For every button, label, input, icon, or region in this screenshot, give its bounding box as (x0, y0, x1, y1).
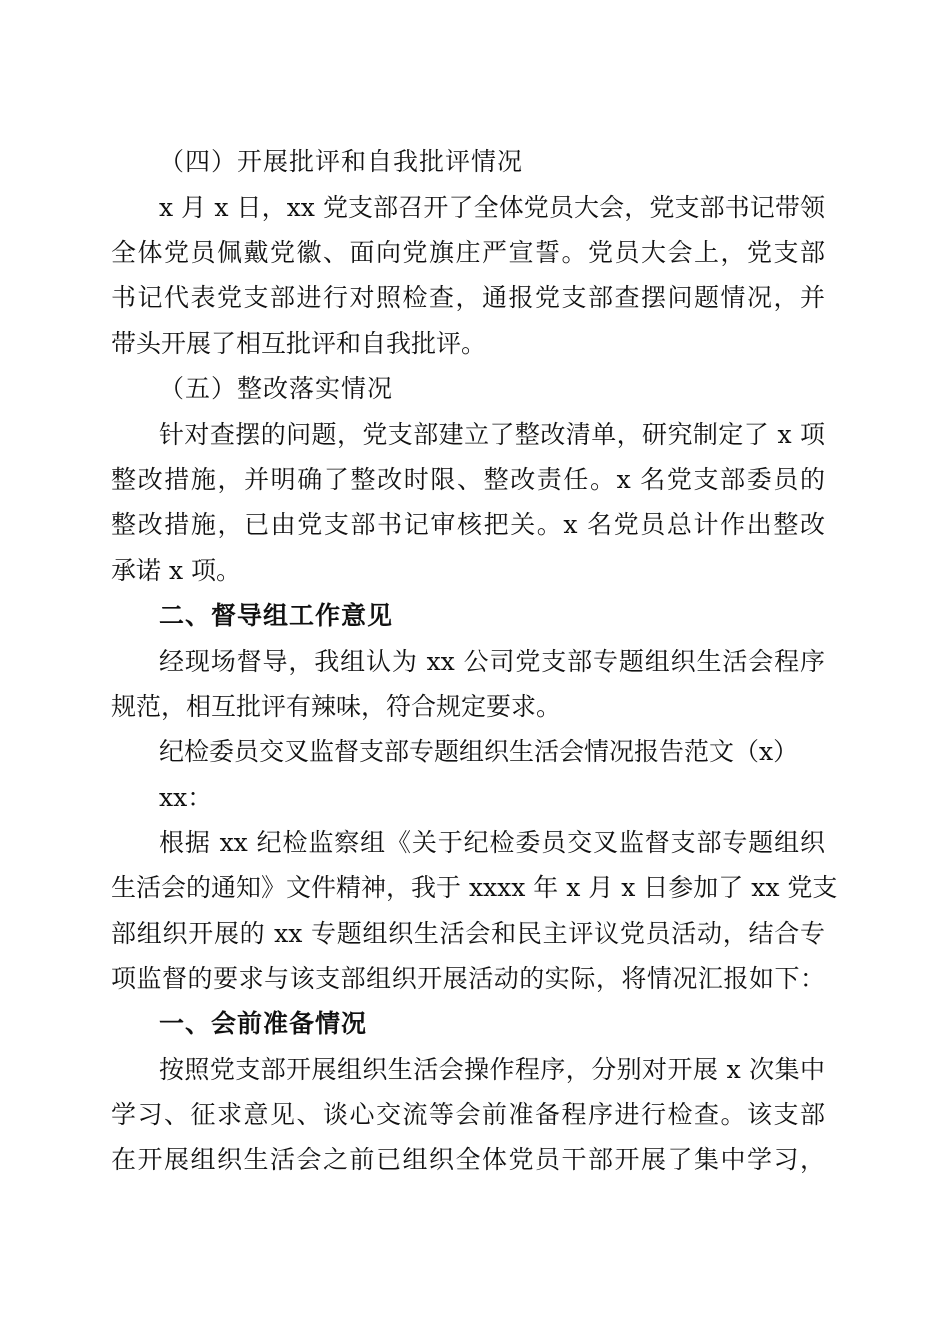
part-two-heading: 二、督导组工作意见 (159, 601, 394, 630)
section-five-line-4: 承诺 x 项。 (111, 556, 241, 585)
report-title: 纪检委员交叉监督支部专题组织生活会情况报告范文（x） (159, 737, 799, 766)
section-five-heading: （五）整改落实情况 (159, 374, 394, 403)
intro-line-1: 根据 xx 纪检监察组《关于纪检委员交叉监督支部专题组织 (159, 828, 825, 857)
section-four-line-2: 全体党员佩戴党徽、面向党旗庄严宣誓。党员大会上，党支部 (111, 238, 825, 267)
part-one-heading: 一、会前准备情况 (159, 1009, 368, 1038)
section-five-line-1: 针对查摆的问题，党支部建立了整改清单，研究制定了 x 项 (159, 420, 825, 449)
section-four-line-3: 书记代表党支部进行对照检查，通报党支部查摆问题情况，并 (111, 283, 825, 312)
intro-line-4: 项监督的要求与该支部组织开展活动的实际，将情况汇报如下： (111, 964, 825, 993)
section-four-line-1: x 月 x 日，xx 党支部召开了全体党员大会，党支部书记带领 (159, 193, 825, 222)
salutation: xx： (159, 783, 213, 812)
section-four-heading: （四）开展批评和自我批评情况 (159, 147, 524, 176)
part-one-line-2: 学习、征求意见、谈心交流等会前准备程序进行检查。该支部 (111, 1100, 825, 1129)
part-two-line-1: 经现场督导，我组认为 xx 公司党支部专题组织生活会程序 (159, 647, 825, 676)
section-four-line-4: 带头开展了相互批评和自我批评。 (111, 329, 487, 358)
part-two-line-2: 规范，相互批评有辣味，符合规定要求。 (111, 692, 562, 721)
part-one-line-1: 按照党支部开展组织生活会操作程序，分别对开展 x 次集中 (159, 1055, 825, 1084)
intro-line-2: 生活会的通知》文件精神，我于 xxxx 年 x 月 x 日参加了 xx 党支 (111, 873, 838, 902)
part-one-line-3: 在开展组织生活会之前已组织全体党员干部开展了集中学习， (111, 1145, 825, 1174)
intro-line-3: 部组织开展的 xx 专题组织生活会和民主评议党员活动，结合专 (111, 919, 825, 948)
section-five-line-3: 整改措施，已由党支部书记审核把关。x 名党员总计作出整改 (111, 510, 825, 539)
section-five-line-2: 整改措施，并明确了整改时限、整改责任。x 名党支部委员的 (111, 465, 825, 494)
